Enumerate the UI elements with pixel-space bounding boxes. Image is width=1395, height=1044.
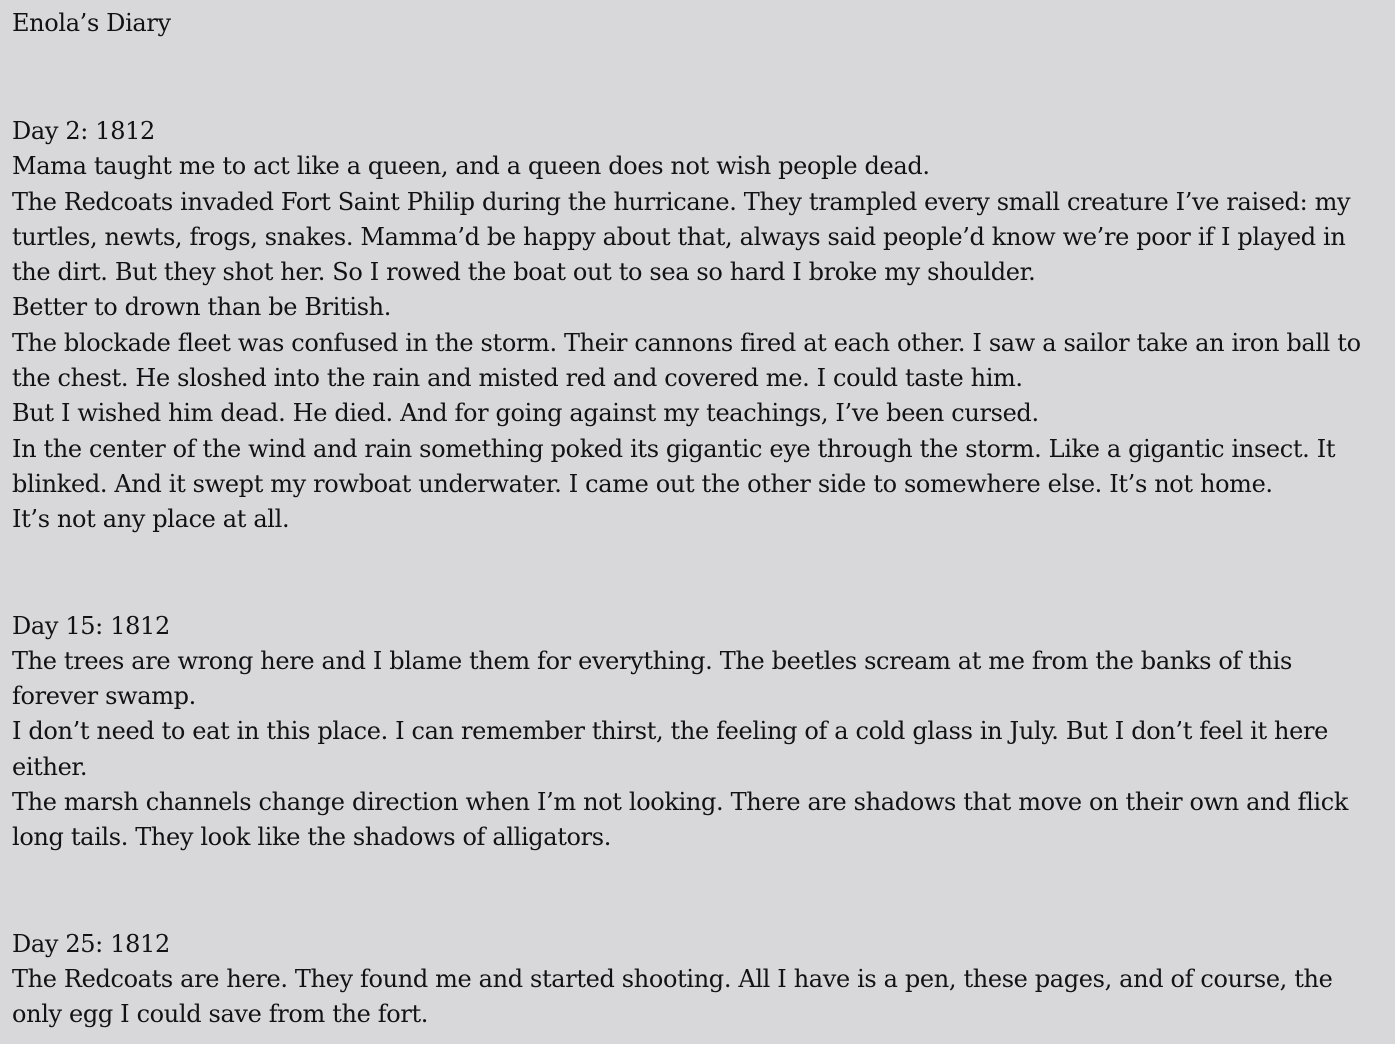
entry-paragraph — [12, 785, 1383, 856]
paragraph-line: The trees are wrong here and I blame them for everything. The beetles scream at me from the banks of this — [12, 646, 1292, 675]
page-title: Enola’s Diary — [12, 9, 171, 37]
paragraph-line: the chest. He sloshed into the rain and misted red and covered me. I could taste him. — [12, 364, 1023, 393]
entry-paragraph — [12, 502, 1383, 537]
paragraph-line: The blockade fleet was confused in the storm. Their cannons fired at each other. I saw a sailor take an iron ball to — [12, 328, 1361, 357]
paragraph-line: Mama taught me to act like a queen, and a queen does not wish people dead. — [12, 152, 930, 181]
paragraph-line: turtles, newts, frogs, snakes. Mamma’d be happy about that, always said people’d know we’re poor if I played in — [12, 222, 1346, 251]
entry-paragraph — [12, 644, 1383, 715]
paragraph-line: The Redcoats invaded Fort Saint Philip during the hurricane. They trampled every small creature I’ve raised: my — [12, 187, 1351, 216]
entry-paragraph — [12, 432, 1383, 503]
entry-heading: Day 15: 1812 — [12, 611, 170, 640]
diary-entry-day-15 — [12, 609, 1383, 856]
paragraph-line: only egg I could save from the fort. — [12, 1000, 429, 1029]
entry-paragraph — [12, 185, 1383, 291]
paragraph-line: I don’t need to eat in this place. I can remember thirst, the feeling of a cold glass in July. But I don’t feel it here — [12, 717, 1328, 746]
diary-entry-day-2 — [12, 114, 1383, 538]
entry-paragraph — [12, 714, 1383, 785]
paragraph-line: blinked. And it swept my rowboat underwater. I came out the other side to somewhere else. It’s not home. — [12, 469, 1273, 498]
paragraph-line: forever swamp. — [12, 682, 196, 711]
paragraph-line: The marsh channels change direction when I’m not looking. There are shadows that move on their own and flick — [12, 788, 1349, 817]
paragraph-line: It’s not any place at all. — [12, 505, 290, 534]
paragraph-line: the dirt. But they shot her. So I rowed the boat out to sea so hard I broke my shoulder. — [12, 258, 1036, 287]
paragraph-line: The Redcoats are here. They found me and started shooting. All I have is a pen, these pages, and of course, the — [12, 964, 1333, 993]
entry-paragraph — [12, 149, 1383, 184]
paragraph-line: either. — [12, 752, 88, 781]
entry-paragraph — [12, 396, 1383, 431]
paragraph-line: long tails. They look like the shadows of alligators. — [12, 823, 612, 852]
entry-paragraph — [12, 326, 1383, 397]
entry-paragraph — [12, 962, 1383, 1033]
diary-entry-day-25 — [12, 927, 1383, 1033]
entry-heading: Day 25: 1812 — [12, 929, 170, 958]
paragraph-line: Better to drown than be British. — [12, 293, 392, 322]
paragraph-line: But I wished him dead. He died. And for going against my teachings, I’ve been cursed. — [12, 399, 1039, 428]
paragraph-line: In the center of the wind and rain something poked its gigantic eye through the storm. Like a gigantic insect. It — [12, 434, 1336, 463]
entry-paragraph — [12, 290, 1383, 325]
entry-heading: Day 2: 1812 — [12, 117, 155, 145]
